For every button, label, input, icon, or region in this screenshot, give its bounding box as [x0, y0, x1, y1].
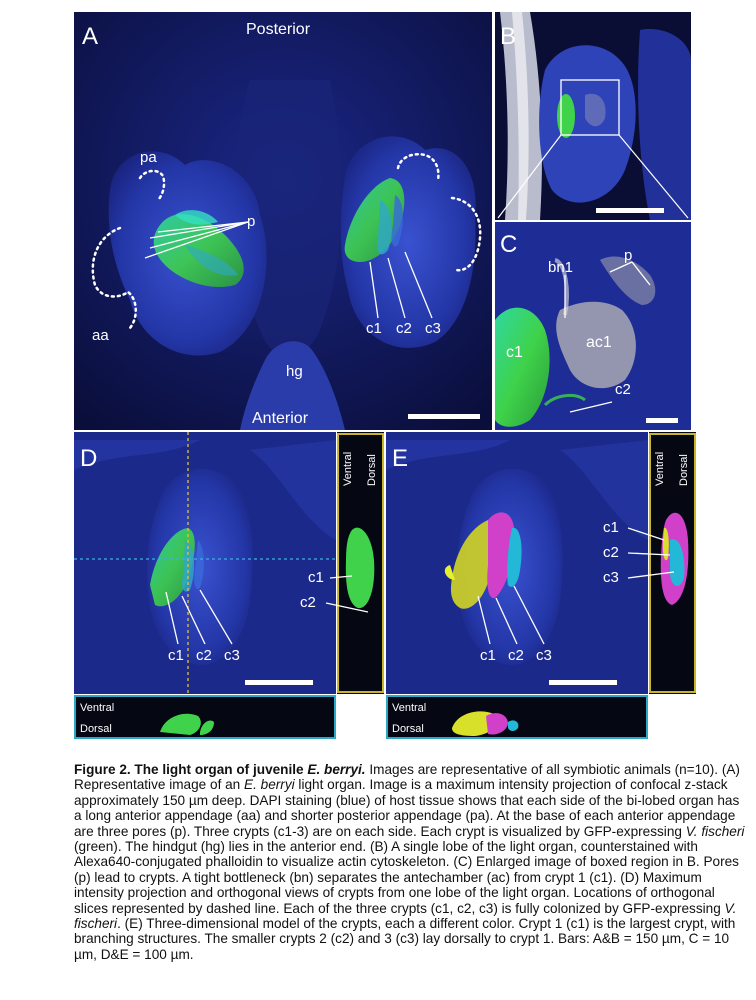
scale-bar-a: [408, 414, 480, 419]
label-anterior: Anterior: [252, 410, 309, 427]
label-pa: pa: [140, 149, 157, 166]
scale-bar-e: [549, 680, 617, 685]
label-dorsal-e-bottom: Dorsal: [392, 723, 424, 735]
label-side-c2-d: c2: [300, 594, 316, 611]
panel-letter-a: A: [82, 23, 99, 50]
panel-c: [495, 222, 691, 430]
label-c2-d: c2: [196, 647, 212, 664]
panel-e: [386, 432, 696, 739]
label-aa: aa: [92, 327, 109, 344]
panel-letter-d: D: [80, 445, 98, 472]
panel-letter-c: C: [500, 231, 518, 258]
label-p-c: p: [624, 247, 633, 264]
label-dorsal-e-side: Dorsal: [678, 454, 690, 486]
panel-letter-b: B: [500, 23, 517, 50]
label-c3: c3: [425, 320, 441, 337]
label-c1-d: c1: [168, 647, 184, 664]
label-p: p: [247, 213, 256, 230]
panel-d: [74, 432, 384, 739]
label-c3-e: c3: [536, 647, 552, 664]
scale-bar-c: [646, 418, 678, 423]
label-side-c2-e: c2: [603, 544, 619, 561]
label-c2: c2: [396, 320, 412, 337]
label-ventral-d-side: Ventral: [342, 451, 354, 486]
label-c2-e: c2: [508, 647, 524, 664]
panel-b: [495, 12, 691, 220]
label-side-c3-e: c3: [603, 569, 619, 586]
caption-title: Figure 2. The light organ of juvenile E. berryi.: [74, 762, 366, 777]
scale-bar-d: [245, 680, 313, 685]
label-bn1: bn1: [548, 259, 574, 276]
label-ac1: ac1: [586, 334, 612, 351]
panel-a: [74, 12, 492, 430]
label-side-c1-e: c1: [603, 519, 619, 536]
figure-caption: Figure 2. The light organ of juvenile E. berryi. Images are representative of all symbiotic animals (n=10). (A) Representative image of an E. berryi light organ. Image is a maximum intensity projection of confocal z-stack approximately 150 µm deep. DAPI staining (blue) of host tissue shows that each side of the bi-lobed organ has a long anterior appendage (aa) and shorter posterior appendage (pa). At the base of each anterior appendage are three pores (p). Three crypts (c1-3) are on each side. Each crypt is visualized by GFP-expressing V. fischeri (green). The hindgut (hg) lies in the anterior end. (B) A single lobe of the light organ, counterstained with Alexa640-conjugated phalloidin to visualize actin cytoskeleton. (C) Enlarged image of boxed region in B. Pores (p) lead to crypts. A tight bottleneck (bn) separates the antechamber (ac) from crypt 1 (c1). (D) Maximum intensity projection and orthogonal views of crypts from one lobe of the light organ. Locations of orthogonal slices represented by dashed line. Each of the three crypts (c1, c2, c3) is fully colonized by GFP-expressing V. fischeri. (E) Three-dimensional model of the crypts, each a different color. Crypt 1 (c1) is the largest crypt, with branching structures. The smaller crypts 2 (c2) and 3 (c3) lay dorsally to crypt 1. Bars: A&B = 150 µm, C = 10 µm, D&E = 100 µm.: [74, 762, 745, 962]
label-dorsal-d-bottom: Dorsal: [80, 723, 112, 735]
label-c1: c1: [366, 320, 382, 337]
label-c1-e: c1: [480, 647, 496, 664]
label-c2-c: c2: [615, 381, 631, 398]
label-ventral-e-side: Ventral: [654, 451, 666, 486]
label-ventral-e-bottom: Ventral: [392, 702, 427, 714]
label-ventral-d-bottom: Ventral: [80, 702, 115, 714]
scale-bar-b: [596, 208, 664, 213]
label-c1-c: c1: [506, 344, 523, 361]
label-c3-d: c3: [224, 647, 240, 664]
label-posterior: Posterior: [246, 21, 311, 38]
label-hg: hg: [286, 363, 303, 380]
label-dorsal-d-side: Dorsal: [366, 454, 378, 486]
panel-letter-e: E: [392, 445, 409, 472]
label-side-c1-d: c1: [308, 569, 324, 586]
